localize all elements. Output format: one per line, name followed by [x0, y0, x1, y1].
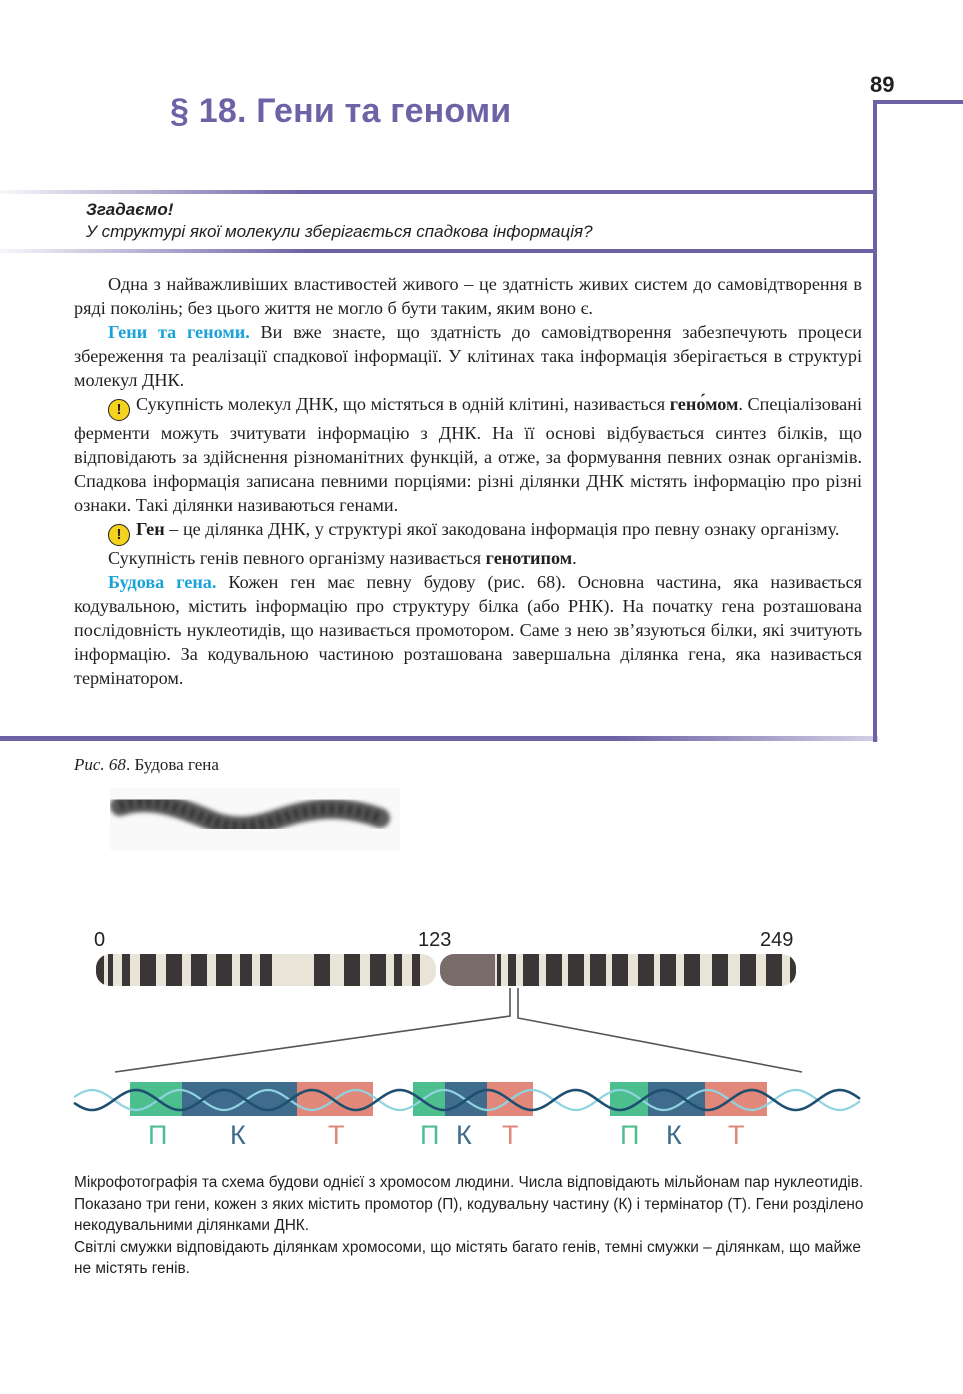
recall-bottom-bar: [0, 249, 877, 253]
scale-label-start: 0: [94, 929, 106, 951]
scale-label-end: 249: [760, 929, 794, 951]
figure-description-1: Мікрофотографія та схема будови однієї з хромосом людини. Числа відповідають мільйонам пар нуклеотидів. Показано три гени, кожен з яких містить промотор (П), кодувальну частину (К) і термінатор (Т). Гени розділено некодувальними ділянками ДНК.: [74, 1174, 864, 1234]
figure-caption: Рис. 68. Будова гена: [74, 755, 219, 774]
page-frame-top: [873, 100, 963, 104]
chromosome-diagram: [90, 952, 810, 1082]
gene3-coding-label: К: [666, 1120, 682, 1150]
figure-label: Рис. 68: [74, 755, 126, 774]
chapter-title: § 18. Гени та геноми: [170, 92, 512, 130]
chromosome-band: [612, 954, 628, 986]
gene3-terminator-label: Т: [728, 1120, 745, 1150]
chromosome-band: [412, 954, 420, 986]
chromosome-band: [790, 954, 798, 986]
paragraph-gene-definition: ! Ген – це ділянка ДНК, у структурі якої закодована інформація про певну ознаку організму.: [74, 517, 862, 546]
chromosome-band: [590, 954, 606, 986]
gene-structure-diagram: [70, 1080, 870, 1120]
figure-description: [74, 1172, 866, 1280]
paragraph-genome: ! Сукупність молекул ДНК, що містяться в одній клітині, називається гено́мом. Спеціалізовані ферменти можуть зчитувати інформацію з ДНК. На її основі відбувається синтез білків, що відповідають за здійснення різноманітних функцій, а отже, за формування певних ознак організмів. Спадкова інформація записана певними порціями: різні ділянки ДНК містять інформацію про різні ознаки. Такі ділянки називаються генами.: [74, 394, 863, 515]
chromosome-band: [523, 954, 539, 986]
section-heading-gene-structure: Будова гена.: [108, 572, 217, 592]
chromosome-band: [240, 954, 252, 986]
chromosome-band: [344, 954, 360, 986]
page-frame-vertical: [873, 100, 877, 742]
recall-heading: Згадаємо!: [86, 200, 174, 219]
chromosome-band: [497, 954, 501, 986]
term-gene: Ген: [136, 519, 165, 539]
warning-icon: !: [108, 524, 130, 546]
chromosome-band: [740, 954, 756, 986]
chromosome-band: [314, 954, 330, 986]
chromosome-band: [260, 954, 272, 986]
gene3-promoter-label: П: [620, 1120, 640, 1150]
chromosome-band: [568, 954, 584, 986]
figure-description-2: Світлі смужки відповідають ділянкам хромосоми, що містять багато генів, темні смужки – ділянкам, що майже не містять генів.: [74, 1238, 861, 1277]
chromosome-band: [638, 954, 654, 986]
chromosome-band: [140, 954, 156, 986]
body-bottom-bar: [0, 736, 878, 741]
chromosome-band: [96, 954, 104, 986]
body-text: [74, 272, 862, 690]
paragraph-genes: Гени та геноми. Ви вже знаєте, що здатність до самовідтворення забезпечують процеси збереження та реалізації спадкової інформації. У клітинах така інформація зберігається в структурі молекул ДНК.: [74, 322, 862, 390]
paragraph-intro: Одна з найважливіших властивостей живого – це здатність живих систем до самовідтворення в ряді поколінь; без цього життя не могло б бути таким, яким воно є.: [74, 274, 862, 318]
scale-label-centromere: 123: [418, 929, 452, 951]
page-number: 89: [870, 72, 895, 97]
chromosome-band: [766, 954, 782, 986]
gene2-terminator-label: Т: [502, 1120, 519, 1150]
chromosome-band: [370, 954, 386, 986]
chromosome-micrograph: [110, 788, 400, 850]
chromosome-band: [216, 954, 232, 986]
chromosome-band: [394, 954, 402, 986]
gene3-coding: [648, 1082, 705, 1116]
gene1-coding-label: К: [230, 1120, 246, 1150]
chromosome-band: [122, 954, 130, 986]
chromosome-band: [108, 954, 113, 986]
chromosome-band: [712, 954, 728, 986]
term-genotype: генотипом: [485, 548, 573, 568]
gene1-promoter-label: П: [148, 1120, 168, 1150]
paragraph-gene-structure: Будова гена. Кожен ген має певну будову (рис. 68). Основна частина, яка називається кодувальною, містить інформацію про структуру білка (або РНК). На початку гена розташована послідовність нуклеотидів, що називається промотором. Саме з нею зв’язуються білки, які зчитують інформацію. За кодувальною частиною розташована завершальна ділянка гена, яка називається термінатором.: [74, 572, 862, 688]
gene2-promoter-label: П: [420, 1120, 440, 1150]
warning-icon: !: [108, 399, 130, 421]
term-genome: гено́мом: [669, 394, 739, 414]
chromosome-band: [660, 954, 676, 986]
chromosome-band: [508, 954, 516, 986]
gene3-terminator: [705, 1082, 767, 1116]
chromosome-band: [191, 954, 207, 986]
section-heading-genes: Гени та геноми.: [108, 322, 250, 342]
chromosome-band: [546, 954, 562, 986]
chromosome-band: [166, 954, 182, 986]
recall-question: У структурі якої молекули зберігається спадкова інформація?: [86, 222, 593, 241]
recall-top-bar: [0, 190, 877, 194]
gene2-coding-label: К: [456, 1120, 472, 1150]
chromosome-band: [684, 954, 700, 986]
gene1-terminator-label: Т: [328, 1120, 345, 1150]
paragraph-genotype: Сукупність генів певного організму називається генотипом.: [108, 548, 577, 568]
